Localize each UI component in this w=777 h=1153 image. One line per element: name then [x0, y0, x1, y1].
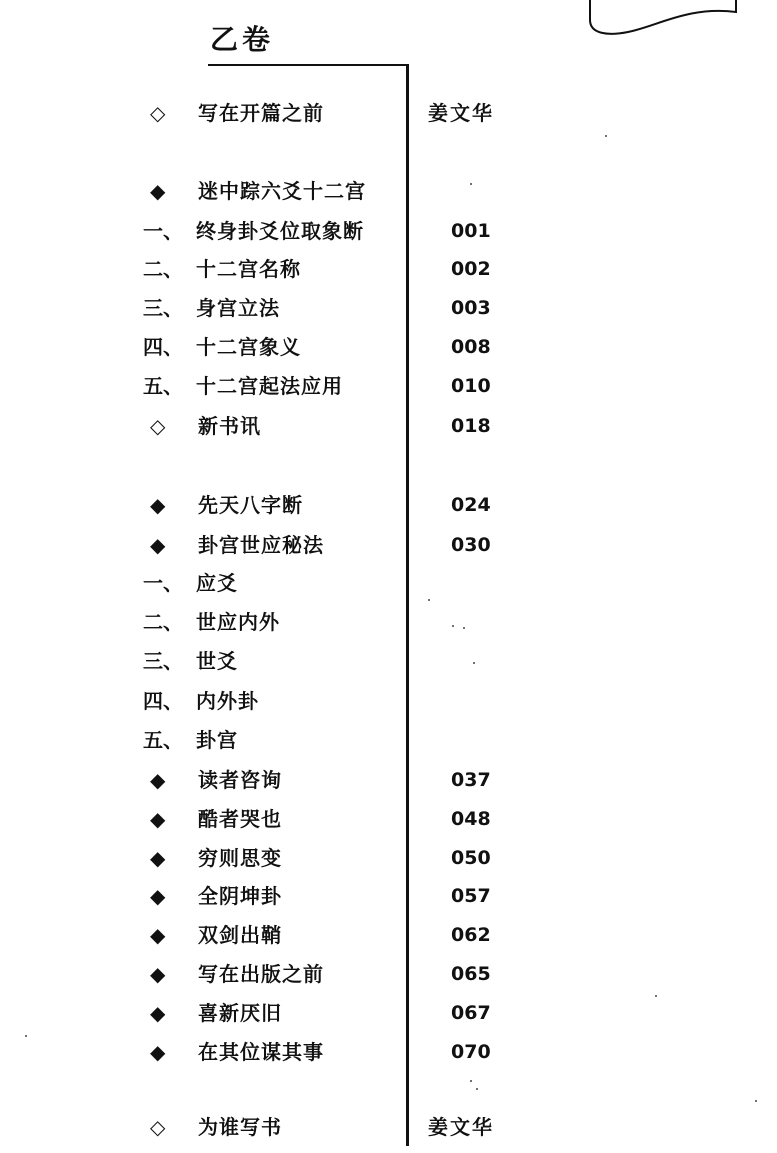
- page-number: 037: [451, 769, 491, 791]
- hollow-diamond-icon: ◇: [150, 1115, 166, 1139]
- entry-number: 四、: [143, 689, 183, 713]
- scan-speck: [476, 1088, 478, 1090]
- scan-speck: [470, 1080, 472, 1082]
- toc-entry: [0, 174, 777, 208]
- entry-number: 五、: [143, 728, 183, 752]
- toc-entry: [0, 996, 777, 1030]
- filled-diamond-icon: ◆: [150, 923, 166, 947]
- toc-entry: [0, 605, 777, 639]
- filled-diamond-icon: ◆: [150, 768, 166, 792]
- entry-title: 身宫立法: [196, 296, 280, 320]
- page-number: 065: [451, 963, 491, 985]
- page-number: 010: [451, 375, 491, 397]
- entry-title: 先天八字断: [198, 493, 303, 517]
- entry-title: 酷者哭也: [198, 807, 282, 831]
- entry-title: 卦宫: [196, 728, 238, 752]
- filled-diamond-icon: ◆: [150, 962, 166, 986]
- entry-number: 四、: [143, 335, 183, 359]
- entry-number: 三、: [143, 649, 183, 673]
- filled-diamond-icon: ◆: [150, 1040, 166, 1064]
- entry-title: 应爻: [196, 571, 238, 595]
- toc-entry: [0, 841, 777, 875]
- entry-title: 喜新厌旧: [198, 1001, 282, 1025]
- toc-entry: [0, 879, 777, 913]
- entry-title: 卦宫世应秘法: [198, 533, 324, 557]
- entry-title: 世爻: [196, 649, 238, 673]
- author-name: 姜文华: [428, 101, 494, 125]
- entry-title: 终身卦爻位取象断: [196, 219, 364, 243]
- entry-number: 二、: [143, 257, 183, 281]
- toc-entry: [0, 96, 777, 130]
- toc-entry: [0, 918, 777, 952]
- toc-entry: [0, 330, 777, 364]
- page-number: 002: [451, 258, 491, 280]
- filled-diamond-icon: ◆: [150, 493, 166, 517]
- page-number: 050: [451, 847, 491, 869]
- entry-title: 内外卦: [196, 689, 259, 713]
- entry-title: 世应内外: [196, 610, 280, 634]
- page-number: 008: [451, 336, 491, 358]
- scan-speck: [452, 625, 454, 627]
- filled-diamond-icon: ◆: [150, 807, 166, 831]
- toc-entry: [0, 291, 777, 325]
- toc-entry: [0, 488, 777, 522]
- entry-title: 十二宫名称: [196, 257, 301, 281]
- entry-title: 读者咨询: [198, 768, 282, 792]
- filled-diamond-icon: ◆: [150, 884, 166, 908]
- page-number: 030: [451, 534, 491, 556]
- scan-speck: [655, 995, 657, 997]
- toc-entry: [0, 528, 777, 562]
- author-name: 姜文华: [428, 1115, 494, 1139]
- toc-entry: [0, 684, 777, 718]
- page-number: 070: [451, 1041, 491, 1063]
- entry-number: 三、: [143, 296, 183, 320]
- toc-entry: [0, 957, 777, 991]
- volume-title: 乙卷: [210, 23, 275, 56]
- toc-entry: [0, 1035, 777, 1069]
- entry-title: 双剑出鞘: [198, 923, 282, 947]
- hollow-diamond-icon: ◇: [150, 101, 166, 125]
- page-number: 062: [451, 924, 491, 946]
- page-number: 057: [451, 885, 491, 907]
- toc-entry: [0, 802, 777, 836]
- entry-title: 十二宫象义: [196, 335, 301, 359]
- filled-diamond-icon: ◆: [150, 1001, 166, 1025]
- entry-title: 在其位谋其事: [198, 1040, 324, 1064]
- entry-title: 迷中踪六爻十二宫: [198, 179, 366, 203]
- entry-title: 新书讯: [198, 414, 261, 438]
- toc-entry: [0, 723, 777, 757]
- toc-entry: [0, 1110, 777, 1144]
- entry-number: 一、: [143, 219, 183, 243]
- page-number: 067: [451, 1002, 491, 1024]
- toc-entry: [0, 252, 777, 286]
- entry-title: 写在出版之前: [198, 962, 324, 986]
- filled-diamond-icon: ◆: [150, 179, 166, 203]
- page-number: 024: [451, 494, 491, 516]
- entry-title: 写在开篇之前: [198, 101, 324, 125]
- filled-diamond-icon: ◆: [150, 846, 166, 870]
- entry-title: 十二宫起法应用: [196, 374, 343, 398]
- scan-speck: [755, 1100, 757, 1102]
- entry-title: 为谁写书: [198, 1115, 282, 1139]
- scan-speck: [473, 662, 475, 664]
- scan-speck: [25, 1035, 27, 1037]
- entry-title: 全阴坤卦: [198, 884, 282, 908]
- entry-number: 五、: [143, 374, 183, 398]
- entry-title: 穷则思变: [198, 846, 282, 870]
- toc-entry: [0, 763, 777, 797]
- page-number: 003: [451, 297, 491, 319]
- page-number: 048: [451, 808, 491, 830]
- scan-speck: [605, 135, 607, 137]
- page-number: 001: [451, 220, 491, 242]
- toc-entry: [0, 644, 777, 678]
- scan-speck: [470, 183, 472, 185]
- scan-speck: [428, 599, 430, 601]
- hollow-diamond-icon: ◇: [150, 414, 166, 438]
- entry-number: 二、: [143, 610, 183, 634]
- toc-entry: [0, 566, 777, 600]
- toc-entry: [0, 369, 777, 403]
- toc-entry: [0, 409, 777, 443]
- toc-entry: [0, 214, 777, 248]
- page-number: 018: [451, 415, 491, 437]
- scan-speck: [463, 627, 465, 629]
- filled-diamond-icon: ◆: [150, 533, 166, 557]
- entry-number: 一、: [143, 571, 183, 595]
